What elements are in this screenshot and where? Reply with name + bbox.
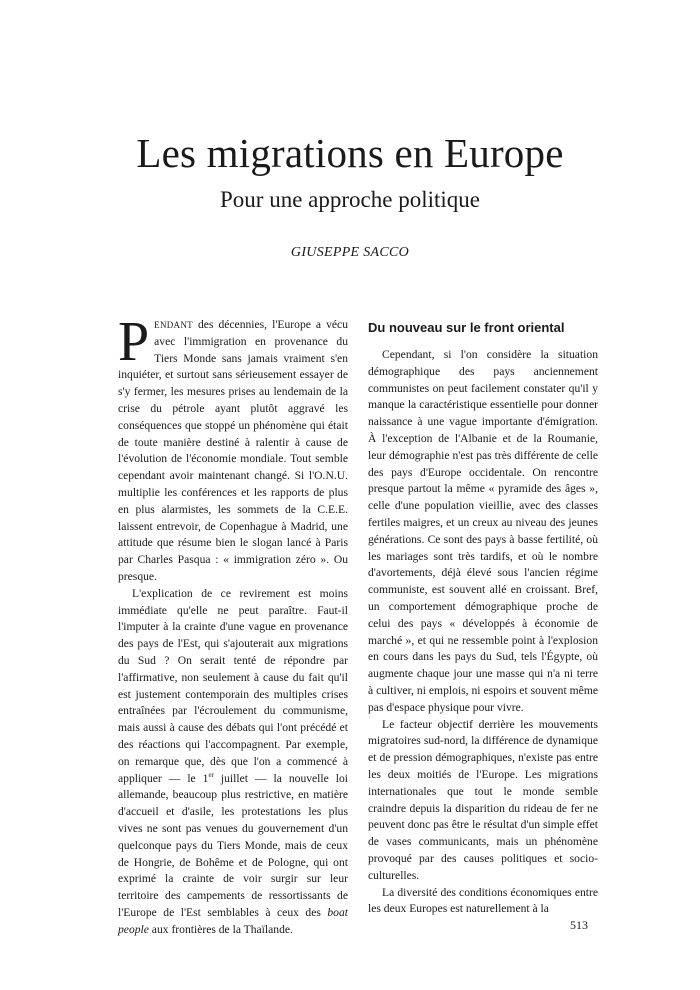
paragraph: Le facteur objectif derrière les mouvements migratoires sud-nord, la différence de dynamique et de pression démographiques, n'existe pas entre les deux moitiés de l'Europe. Les migrations internationales que tout le monde semble craindre depuis la disparition du rideau de fer ne peuvent donc pas être le résultat d'un simple effet de vases communicants, mais un phénomène provoqué par des causes politiques et socio-culturelles. bbox=[368, 717, 598, 882]
paragraph: Cependant, si l'on considère la situation démographique des pays anciennement communistes on peut facilement constater qu'il y manque la caractéristique essentielle pour donner naissance à une vague importante d'émigration. À l'exception de l'Albanie et de la Roumanie, leur démographie n'est pas très différente de celle des pays d'Europe occidentale. On rencontre presque partout la même « pyramide des âges », celle d'une population vieillie, avec des classes fertiles maigres, et un creux au niveau des jeunes générations. Ce sont des pays à basse fertilité, où les mariages sont très tardifs, et où le nombre d'avortements, déjà élevé sous l'ancien régime communiste, est souvent allé en croissant. Bref, un comportement démographique proche de celui des pays « développés à économie de marché », et qui ne ressemble point à l'explosion en cours dans les pays du Sud, tels l'Égypte, où augmente chaque jour une masse qui n'a ni terre à cultiver, ni emplois, ni espoirs et souvent même pas d'espace physique pour vivre. bbox=[368, 348, 598, 714]
paragraph-text: des décennies, l'Europe a vécu avec l'immigration en provenance du Tiers Monde sans jamais vraiment s'en inquiéter, et surtout sans sérieusement essayer de s'y fermer, les mesures prises au lendemain de la crise du pétrole ayant plutôt aggravé les conséquences que stoppé un phénomène qui était de toute manière destiné à ralentir à cause de l'évolution de l'économie mondiale. Tout semble cependant avoir maintenant changé. Si l'O.N.U. multiplie les conférences et les rapports de plus en plus alarmistes, les sommets de la C.E.E. laissent entrevoir, de Copenhague à Madrid, une attitude que résume bien le slogan lancé à Paris par Charles Pasqua : « immigration zéro ». Ou presque. bbox=[118, 318, 348, 583]
paragraph-text: aux frontières de la Thaïlande. bbox=[148, 922, 293, 936]
right-column bbox=[368, 319, 598, 918]
article-author: GIUSEPPE SACCO bbox=[290, 245, 410, 260]
paragraph bbox=[118, 586, 348, 939]
paragraph-text: juillet — la nouvelle loi allemande, beaucoup plus restrictive, en matière d'accueil et d'asile, les protestations les plus vives ne sont pas venues du gouvernement d'un quelconque pays du Tiers Monde, mais de ceux de Hongrie, de Bohême et de Pologne, qui ont exprimé la crainte de voir surgir sur leur territoire des campements de ressortissants de l'Europe de l'Est semblables à ceux des bbox=[118, 771, 348, 919]
superscript: er bbox=[208, 770, 214, 779]
paragraph-text: L'explication de ce revirement est moins immédiate qu'elle ne peut paraître. Faut-il l'imputer à la crainte d'une vague en provenance des pays de l'Est, qui s'ajouterait aux migrations du Sud ? On serait tenté de répondre par l'affirmative, non seulement à cause du fait qu'il est justement contemporain des multiples crises entraînées par l'écroulement du communisme, mais aussi à cause des débats qui l'ont précédé et des réactions qui l'accompagnent. Par exemple, on remarque que, dès que l'on a commencé à appliquer — le 1 bbox=[118, 586, 348, 785]
drop-cap: P bbox=[118, 311, 150, 373]
lead-smallcaps: ENDANT bbox=[154, 320, 193, 330]
paragraph bbox=[118, 311, 348, 586]
article-subtitle: Pour une approche politique bbox=[220, 187, 480, 212]
left-column bbox=[118, 311, 348, 938]
paragraph: La diversité des conditions économiques entre les deux Europes est naturellement à la bbox=[368, 885, 598, 916]
italic-term: boat people bbox=[118, 905, 348, 936]
article-title: Les migrations en Europe bbox=[136, 130, 564, 176]
page-number: 513 bbox=[570, 918, 588, 932]
section-heading: Du nouveau sur le front oriental bbox=[368, 320, 565, 335]
